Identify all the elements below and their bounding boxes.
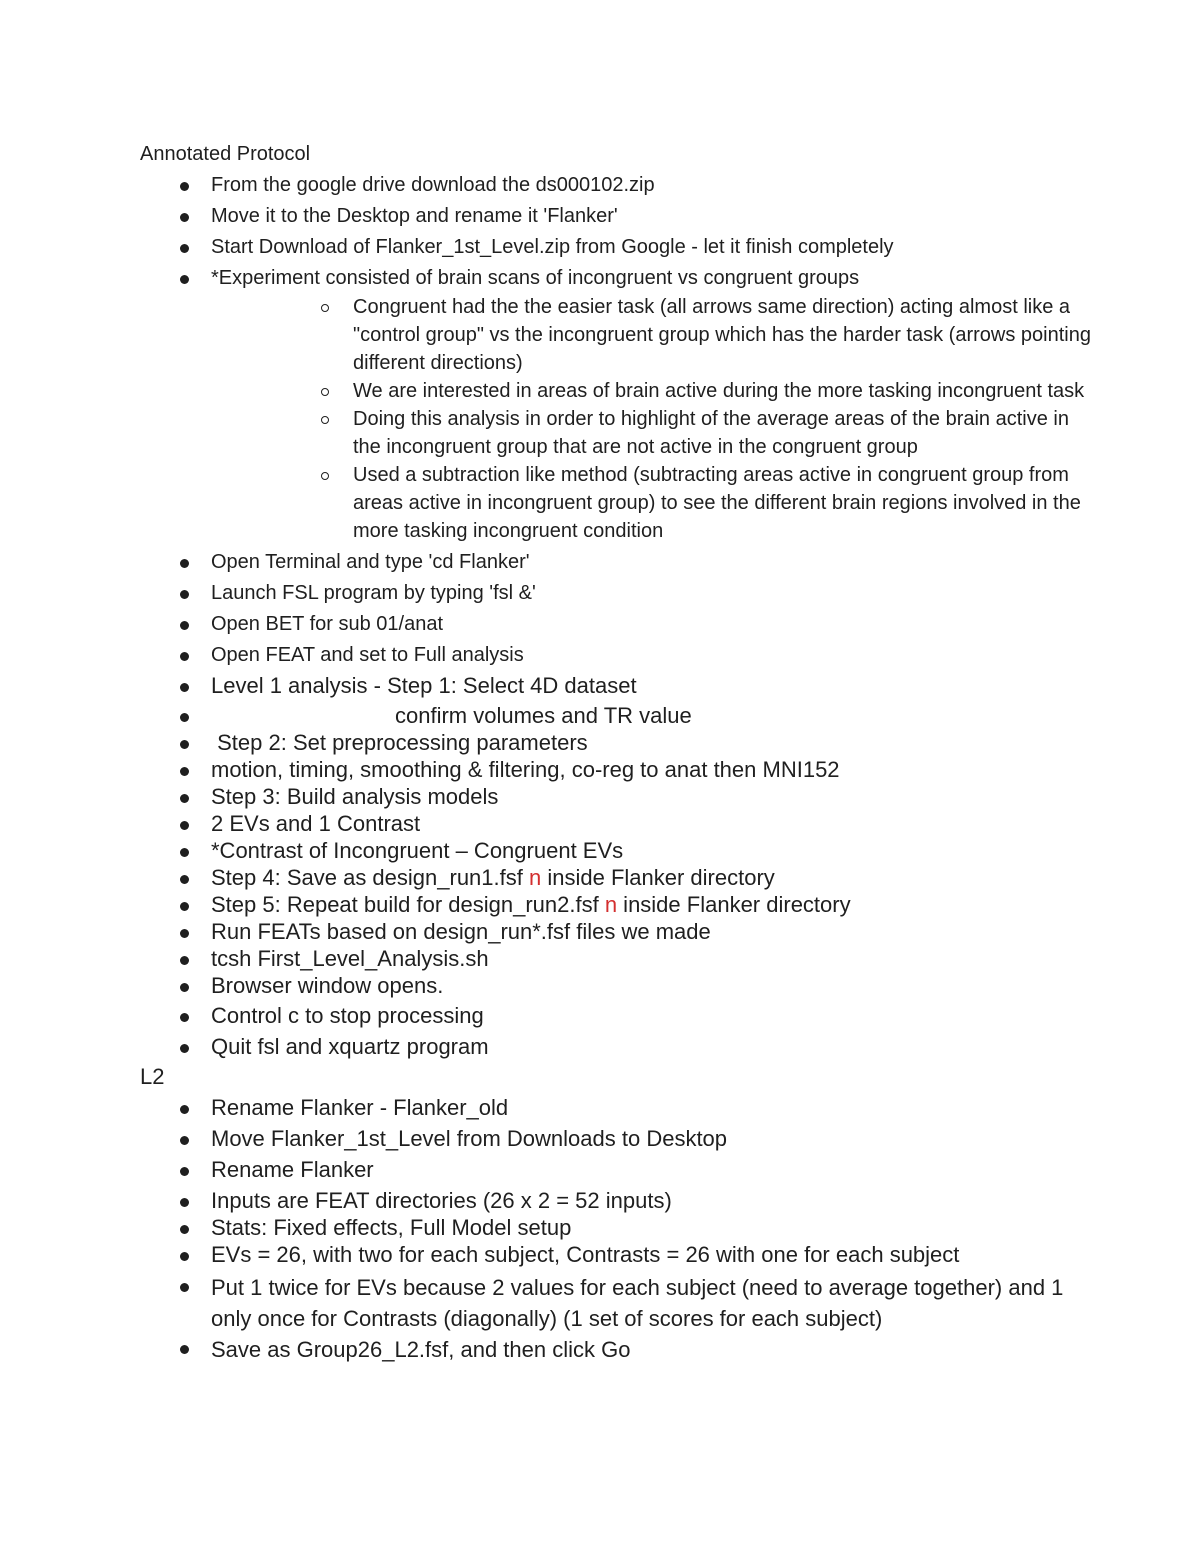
bullet-icon [180,1283,189,1292]
bullet-icon [180,956,189,965]
hollow-bullet-icon [321,416,329,424]
hollow-bullet-icon [321,304,329,312]
list-item: Stats: Fixed effects, Full Model setup [140,1214,1100,1241]
l2-list [140,1094,1100,1365]
bullet-icon [180,213,189,222]
list-item: Put 1 twice for EVs because 2 values for each subject (need to average together) and 1 only once for Contrasts (diagonally) (1 set of scores for each subject) [140,1272,1100,1334]
sub-list-item: Congruent had the the easier task (all arrows same direction) acting almost like a "control group" vs the incongruent group which has the harder task (arrows pointing different directions) [211,293,1100,377]
list-item: Step 5: Repeat build for design_run2.fsf n inside Flanker directory [140,891,1100,918]
bullet-icon [180,821,189,830]
bullet-icon [180,1225,189,1234]
bullet-icon [180,740,189,749]
sub-list-item: Doing this analysis in order to highlight of the average areas of the brain active in the incongruent group that are not active in the congruent group [211,405,1100,461]
list-item: 2 EVs and 1 Contrast [140,810,1100,837]
list-item: Rename Flanker - Flanker_old [140,1094,1100,1121]
bullet-icon [180,767,189,776]
bullet-icon [180,244,189,253]
bullet-icon [180,590,189,599]
bullet-icon [180,713,189,722]
bullet-icon [180,621,189,630]
list-item: Level 1 analysis - Step 1: Select 4D dataset [140,672,1100,699]
list-item: Step 4: Save as design_run1.fsf n inside Flanker directory [140,864,1100,891]
list-item: Control c to stop processing [140,1002,1100,1029]
list-item: *Experiment consisted of brain scans of incongruent vs congruent groups Congruent had the the easier task (all arrows same direction) acting almost like a "control group" vs the incongruent group which has the harder task (arrows pointing different directions) We are interested in areas of brain active during the more tasking incongruent task Doing this analysis in order to highlight of the average areas of the brain active in the incongruent group that are not active in the congruent group Used a subtraction like method (subtracting areas active in congruent group from areas active in incongruent group) to see the different brain regions involved in the more tasking incongruent condition [140,264,1100,545]
bullet-icon [180,929,189,938]
sub-list-item: We are interested in areas of brain active during the more tasking incongruent task [211,377,1100,405]
bullet-icon [180,275,189,284]
bullet-icon [180,1136,189,1145]
sub-list-item: Used a subtraction like method (subtracting areas active in congruent group from areas active in incongruent group) to see the different brain regions involved in the more tasking incongruent condition [211,461,1100,545]
document-title: Annotated Protocol [140,143,311,165]
list-item: Save as Group26_L2.fsf, and then click Go [140,1334,1100,1365]
list-item: Rename Flanker [140,1156,1100,1183]
list-item: *Contrast of Incongruent – Congruent EVs [140,837,1100,864]
bullet-icon [180,683,189,692]
list-item: Start Download of Flanker_1st_Level.zip from Google - let it finish completely [140,233,1100,261]
list-item: motion, timing, smoothing & filtering, co-reg to anat then MNI152 [140,756,1100,783]
bullet-icon [180,1167,189,1176]
red-n-marker: n [604,892,618,917]
list-item: confirm volumes and TR value [140,702,1100,729]
bullet-icon [180,1105,189,1114]
list-item: Open BET for sub 01/anat [140,610,1100,638]
experiment-sublist [211,293,1100,545]
red-n-marker: n [528,865,542,890]
list-item: Launch FSL program by typing 'fsl &' [140,579,1100,607]
bullet-icon [180,652,189,661]
bullet-icon [180,983,189,992]
list-item: Step 2: Set preprocessing parameters [140,729,1100,756]
hollow-bullet-icon [321,472,329,480]
bullet-icon [180,1013,189,1022]
document-body [140,140,1100,1365]
l2-heading: L2 [140,1064,165,1089]
bullet-icon [180,1252,189,1261]
bullet-icon [180,875,189,884]
bullet-icon [180,1198,189,1207]
list-item: EVs = 26, with two for each subject, Contrasts = 26 with one for each subject [140,1241,1100,1268]
list-item: Move Flanker_1st_Level from Downloads to Desktop [140,1125,1100,1152]
bullet-icon [180,794,189,803]
bullet-icon [180,848,189,857]
level1-list [140,171,1100,1060]
list-item: From the google drive download the ds000102.zip [140,171,1100,199]
list-item: Open FEAT and set to Full analysis [140,641,1100,669]
hollow-bullet-icon [321,388,329,396]
bullet-icon [180,902,189,911]
list-item: Browser window opens. [140,972,1100,999]
list-item: tcsh First_Level_Analysis.sh [140,945,1100,972]
list-item: Quit fsl and xquartz program [140,1033,1100,1060]
list-item: Run FEATs based on design_run*.fsf files we made [140,918,1100,945]
bullet-icon [180,1345,189,1354]
list-item: Step 3: Build analysis models [140,783,1100,810]
bullet-icon [180,1044,189,1053]
list-item: Inputs are FEAT directories (26 x 2 = 52 inputs) [140,1187,1100,1214]
bullet-icon [180,559,189,568]
list-item: Move it to the Desktop and rename it 'Flanker' [140,202,1100,230]
list-item: Open Terminal and type 'cd Flanker' [140,548,1100,576]
bullet-icon [180,182,189,191]
